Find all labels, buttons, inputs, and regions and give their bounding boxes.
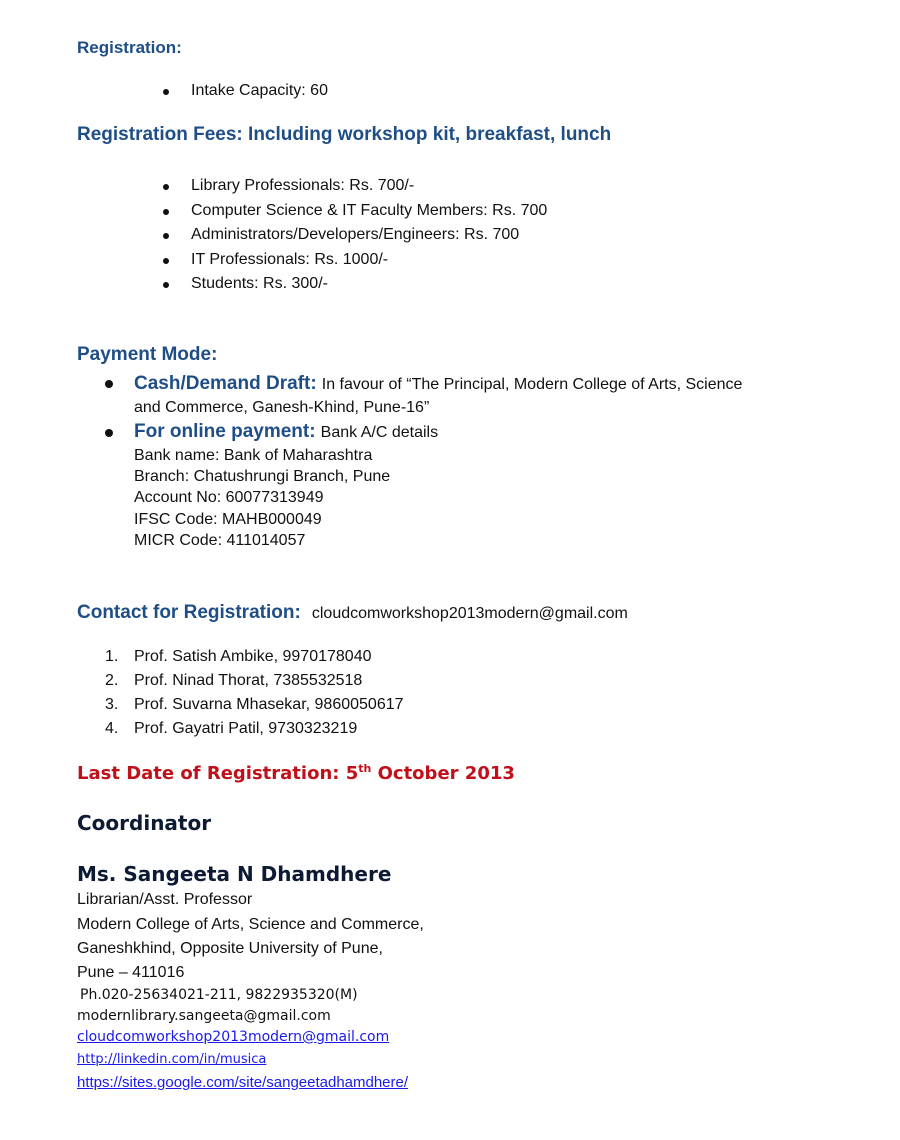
- bullet-icon: [105, 429, 113, 437]
- payment-heading: Payment Mode:: [77, 344, 218, 365]
- contact-number: 3.: [105, 696, 119, 713]
- bank-branch: Branch: Chatushrungi Branch, Pune: [134, 468, 391, 485]
- cash-text: In favour of “The Principal, Modern College of Arts, Science: [321, 376, 743, 393]
- intake-capacity: Intake Capacity: 60: [191, 82, 328, 99]
- coordinator-college: Modern College of Arts, Science and Commerce,: [77, 916, 424, 933]
- payment-cash: [134, 373, 742, 395]
- bullet-icon: [163, 233, 169, 239]
- fee-item: IT Professionals: Rs. 1000/-: [191, 251, 389, 268]
- fee-item: Administrators/Developers/Engineers: Rs. 700: [191, 226, 520, 243]
- bullet-icon: [163, 282, 169, 288]
- registration-heading: Registration:: [77, 38, 182, 57]
- linkedin-link[interactable]: http://linkedin.com/in/musica: [77, 1052, 267, 1067]
- bullet-icon: [163, 89, 169, 95]
- micr-code: MICR Code: 411014057: [134, 532, 306, 549]
- coordinator-email: modernlibrary.sangeeta@gmail.com: [77, 1008, 331, 1024]
- bullet-icon: [163, 209, 169, 215]
- coordinator-city: Pune – 411016: [77, 964, 185, 981]
- cash-text-line2: and Commerce, Ganesh-Khind, Pune-16”: [134, 399, 430, 416]
- fees-heading: Registration Fees: Including workshop kit, breakfast, lunch: [77, 124, 612, 145]
- account-number: Account No: 60077313949: [134, 489, 324, 506]
- online-label: For online payment:: [134, 421, 316, 442]
- bullet-icon: [163, 184, 169, 190]
- contact-number: 4.: [105, 720, 119, 737]
- contact-number: 1.: [105, 648, 119, 665]
- contact-number: 2.: [105, 672, 119, 689]
- contact-heading: Contact for Registration:: [77, 602, 301, 623]
- last-date-prefix: Last Date of Registration: 5: [77, 763, 359, 784]
- last-date-suffix: October 2013: [371, 763, 515, 784]
- bullet-icon: [163, 258, 169, 264]
- bank-name: Bank name: Bank of Maharashtra: [134, 447, 373, 464]
- last-date: [77, 762, 515, 784]
- contact-person: Prof. Suvarna Mhasekar, 9860050617: [134, 696, 404, 713]
- workshop-email-link[interactable]: cloudcomworkshop2013modern@gmail.com: [77, 1029, 390, 1045]
- ifsc-code: IFSC Code: MAHB000049: [134, 511, 322, 528]
- fee-item: Library Professionals: Rs. 700/-: [191, 177, 415, 194]
- fee-item: Computer Science & IT Faculty Members: Rs. 700: [191, 202, 548, 219]
- coordinator-heading: Coordinator: [77, 811, 212, 835]
- contact-person: Prof. Gayatri Patil, 9730323219: [134, 720, 358, 737]
- online-text: Bank A/C details: [320, 424, 439, 441]
- payment-online: [134, 421, 438, 443]
- coordinator-address: Ganeshkhind, Opposite University of Pune,: [77, 940, 383, 957]
- coordinator-title: Librarian/Asst. Professor: [77, 891, 253, 908]
- coordinator-phone: Ph.020-25634021-211, 9822935320(M): [80, 987, 358, 1003]
- google-sites-link[interactable]: https://sites.google.com/site/sangeetadhamdhere/: [77, 1074, 409, 1091]
- contact-section: [77, 602, 628, 624]
- contact-person: Prof. Ninad Thorat, 7385532518: [134, 672, 363, 689]
- last-date-sup: th: [358, 762, 372, 775]
- bullet-icon: [105, 380, 113, 388]
- contact-person: Prof. Satish Ambike, 9970178040: [134, 648, 372, 665]
- fee-item: Students: Rs. 300/-: [191, 275, 328, 292]
- coordinator-name: Ms. Sangeeta N Dhamdhere: [77, 862, 392, 886]
- contact-email: cloudcomworkshop2013modern@gmail.com: [311, 605, 628, 622]
- cash-label: Cash/Demand Draft:: [134, 373, 317, 394]
